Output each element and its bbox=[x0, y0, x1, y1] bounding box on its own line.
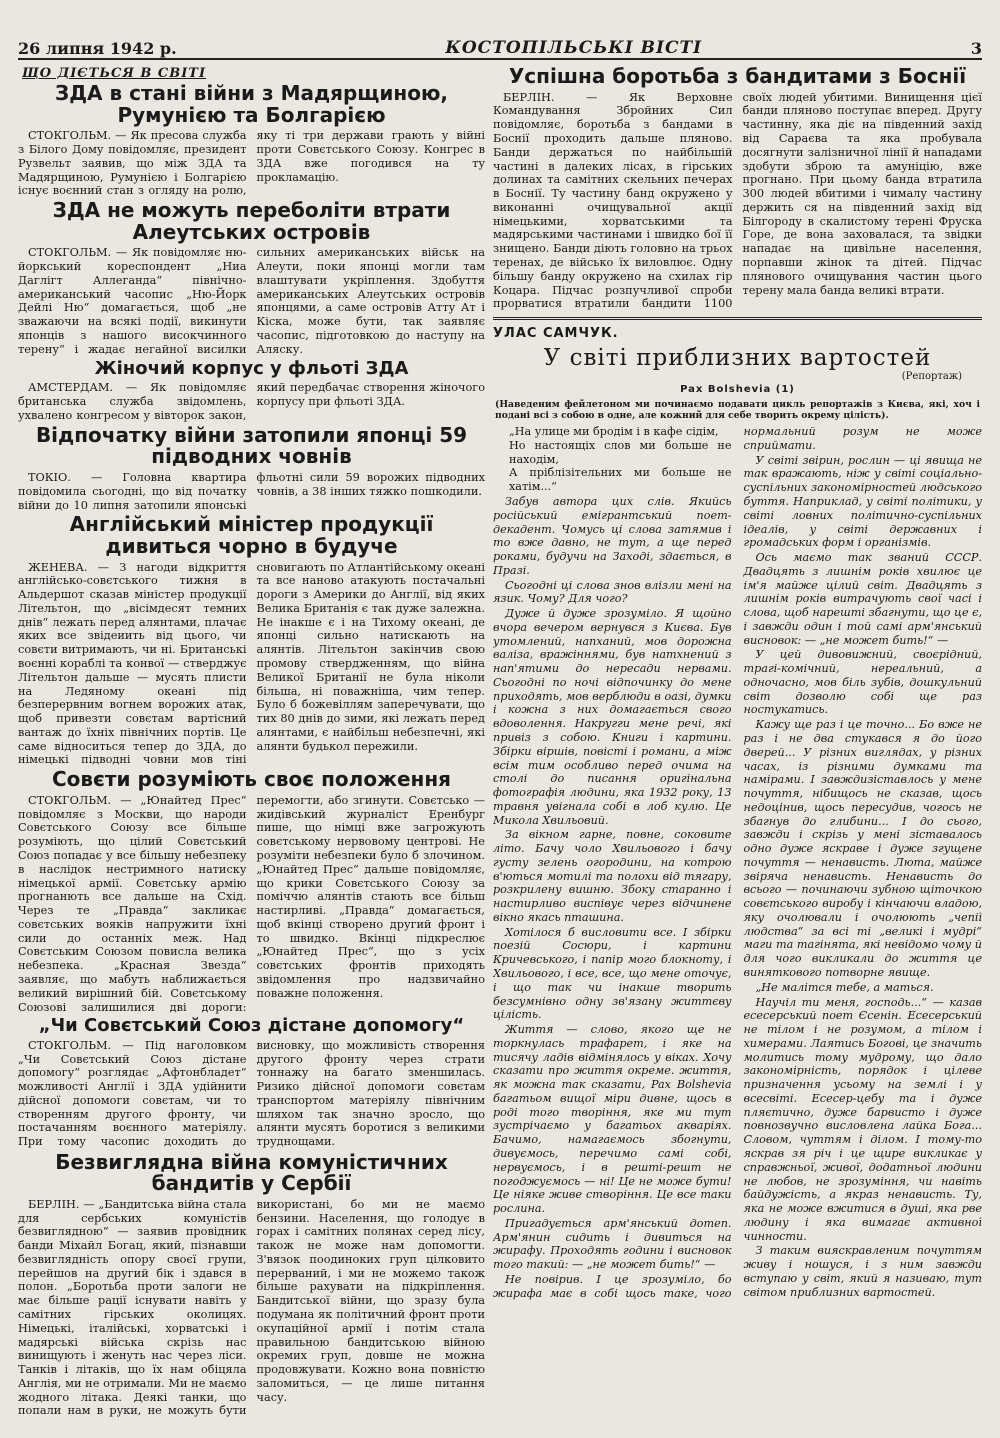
article-body bbox=[18, 561, 485, 768]
article-body bbox=[493, 91, 982, 312]
feature-paragraph: Дуже й дуже зрозуміло. Я щойно вчора вечером вернувся з Києва. Був утомлений, напханий, мов дорожна валіза, вражіннями, був натхнений з нап'ятими до нересади нервами. Сьогодні по ночі відпочинку до мене приходять, мов верблюди в оазі, думки і кожна з них домагається свого вдоволення. Накругги мене речі, які привіз з собою. Книги і картини. Збірки віршів, повісті і романи, а між всім тим особливо перед очима на столі до писання оригінальна фотографія людини, яка 1932 року, 13 травня увігнала собі в лоб кулю. Це Микола Хвильовий. bbox=[493, 607, 732, 827]
article bbox=[493, 66, 982, 311]
article-body bbox=[18, 1198, 485, 1419]
article-body bbox=[18, 1039, 485, 1150]
article bbox=[18, 83, 485, 198]
article-text: — З нагоди відкриття англійсько-совєтського тижня в Альдершот сказав міністер продукції Літельтон, що „вісімдесят темних днів“ лежать перед алянтами, плачає яких все звідеиить від цього, чи совєти витримають, чи ні. Британські воєнні кораблі та конвої — стверджує Літельтон дальше — мусять плисти на Ледяному океані під безперервним вогнем ворожих атак, щоб привезти совєтам вартісний вантаж до їхніх північних портів. Це саме відноситься тепер до ЗДА, до німецькі підводні човни мов тіні сновигають по Атлантійському океані та все наново атакують постачальні дороги з Америки до Англії, від яких Велика Британія є так дуже залежна. Не інакше є і на Тихому океані, де японці сильно натискають на алянтів. Літельтон закінчив свою промову ствердженням, що війна Великої Британії не була ніколи більша, ні поважніша, чим тепер. Було б божевіллям заперечувати, що тих 80 днів до зими, які лежать перед алянтами, є найбільш небезпечні, які алянти будькол пережили. bbox=[18, 560, 485, 767]
article-headline: Англійський міністер продукції дивиться чорно в будуче bbox=[69, 512, 434, 558]
feature-pseudonym: Pax Bolshevia (1) bbox=[680, 384, 795, 396]
feature-paragraph: Хотілося б висловити все. І збірки поезій Сосюри, і картини Кричевського, і папір мого блокноту, і Хвильового, і все, все, що мене оточує, і що так чи інакше творить безсумнівно одну зв'язану життєву цілість. bbox=[493, 925, 732, 1022]
article bbox=[18, 422, 485, 513]
article-dateline: АМСТЕРДАМ. bbox=[28, 381, 114, 395]
epigraph-line: А пріблізітельних ми больше не хатім...“ bbox=[509, 466, 732, 494]
article bbox=[18, 200, 485, 357]
article-headline: Безвиглядна війна комуністичних бандитів у Сербії bbox=[55, 1149, 448, 1196]
left-column bbox=[18, 64, 485, 1426]
article-text: — Як пресова служба з Білого Дому повідомляє, президент Рузвельт заявив, що між ЗДА та Мадярщиною, Румунією і Болгарією існує воєнний стан з огляду на ролю, яку ті три держави грають у війні проти Совєтського Союзу. Конгрес в ЗДА вже погодився на ту прокламацію. bbox=[18, 129, 485, 198]
article-headline: ЗДА в стані війни з Мадярщиною, Румунією та Болгарією bbox=[55, 81, 448, 127]
section-divider bbox=[493, 317, 982, 320]
feature-article bbox=[493, 326, 982, 1300]
article-text: — Як повідомляє британська служба звідомлень, ухвалено конгресом у вівторок закон, який передбачає створення жіночого корпусу при фльоті ЗДА. bbox=[18, 381, 485, 423]
article-body bbox=[18, 471, 485, 512]
epigraph-line: Но настоящіх слов ми больше не находім, bbox=[509, 438, 732, 466]
article-headline: Відпочатку війни затопили японці 59 підводних човнів bbox=[35, 422, 468, 469]
article bbox=[18, 359, 485, 423]
article bbox=[18, 1016, 485, 1149]
article-dateline: БЕРЛІН. bbox=[28, 1197, 80, 1211]
article-body bbox=[18, 129, 485, 198]
feature-paragraph: Кажу ще раз і це точно... Бо вже не раз і не два стукався я до його дверей... У різних виглядах, у різних часах, із різними думками та намірами. І завждизіставлось у мене почуття, нібищось не сказав, щось недоцінив, щось пересудив, чогось не збагнув до глибини... І до сього, завжди і скрізь у мені зіставалось одно дуже яскраве і дуже згущене почуття — ненависть. Люта, майже звіряча ненависть. Ненависть до всього — починаючи зубною щіточкою совєтського виробу і кінчаючи владою, яку очолювали і очолюють „чепії людства“ за всі ті „великі і мудрі“ маги та тагінята, які невідомо чому й для чого викликали до життя це виняткового потворне явище. bbox=[743, 718, 982, 980]
editor-note: (Наведеним фейлетоном ми починаємо подавати цикль репортажів з Києва, які, хоч і подані всі з собою в одне, але кожний для себе творить окрему цілість). bbox=[495, 399, 980, 422]
article-text: — Як Верховне Командування Збройних Сил повідомляє, боротьба з бандами в Боснії проходить дальше пляново. Банди держаться по найбільшій частині в далеких лісах, в гірських долинах та самітних скельних печерах в Боснії. Ту частину банд окружено у виконанні очищувальної акції німецькими, хорватськими та мадярськими частинами і швидко бої її знищено. Банди діють головно на трьох теренах, де військо їх виловлює. Одну більшу банду окружено на схилах гір Коцара. Підчас розпучливої спроби прорватися втратили бандити 1100 своїх людей убитими. Винищення цієї банди пляново поступає вперед. Другу частинну, яка діє на південний захід від Сараєва та яка пробувала досягнути залізничної лінії й нападами здобути зброю та амуніцію, вже прогнано. При цьому банда втратила 300 людей вбитими і чималу частину держить ся на південний захід від Білгороду в скалистому терені Фруска Горе, де вона заховалася, та звідки нападає на цивільне населення, порпавши жінок та дітей. Підчас плянового очищування частин цього терену мала банда великі втрати. bbox=[493, 90, 982, 311]
article-headline: Успішна боротьба з бандитами з Боснії bbox=[508, 64, 967, 88]
article-dateline: СТОКГОЛЬМ. bbox=[28, 246, 112, 260]
article-headline: „Чи Совєтський Союз дістане допомогу“ bbox=[38, 1015, 465, 1037]
feature-paragraph: Ось маємо так званий СССР. Двадцять з лишнім років хвилює це ім'я майже цілий світ. Двадцять з лишнім років витрачують свої часі і слова, щоб нарешті збагнути, що це є, і завжди один і той самі арм'янський висновок: — „не может бить!“ — bbox=[743, 551, 982, 647]
article bbox=[18, 769, 485, 1014]
feature-paragraph: Пригадується арм'янський дотеп. Арм'янин сидить і дивиться на жирафу. Проходять години і висновок того такий: — „не может бить!“ — bbox=[493, 1216, 732, 1272]
article bbox=[18, 1149, 485, 1419]
feature-title: У світі приблизних вартостей bbox=[543, 345, 932, 372]
article-dateline: СТОКГОЛЬМ. bbox=[28, 793, 112, 807]
epigraph-line: „На улице ми бродім і в кафе сідім, bbox=[509, 425, 719, 439]
feature-paragraph: З таким вияскравленим почуттям живу і ношуся, і з ним завжди вступаю у світ, який я називаю, тут світом приблизних вартостей. bbox=[743, 1244, 982, 1299]
article-text: — Як повідомляє ню-йоркський кореспондент „Ниа Даглігт Аллеганда“ північно-американський часопис „Ню-Йорк Дейлі Ню“ домагається, щоб „не зважаючи на всякі події, викинути японців з нашого високчинного терену“ і жадає негайної висилки сильних американських військ на Алеути, поки японці могли там влаштувати укріплення. Здобуття американських Алеутських островів японцями, а саме островів Атту Ат і Кіска, може бути, так заявляє часопис, підготовкою до наступу на Аляску. bbox=[18, 246, 485, 356]
article-dateline: ЖЕНЕВА. bbox=[28, 560, 88, 574]
feature-paragraph: Сьогодні ці слова знов влізли мені на язик. Чому? Для чого? bbox=[493, 578, 732, 606]
article-body bbox=[18, 246, 485, 357]
article-dateline: БЕРЛІН. bbox=[503, 90, 555, 104]
feature-paragraph: „Не малітся тебе, а маться. bbox=[755, 980, 934, 994]
article-text: — „Бандитська війна стала для сербських комуністів безвиглядною“ — заявив провідник банди Міхайл Богац, який, пізнавши безвиглядність опору своєї групи, перейшов на другий бік і здався в полон. „Боротьба проти залоги не має більше рації існувати навіть у самітних гірських околицях. Німецькі, італійські, хорватські і мадярські війська скрізь нас винищують і женуть нас через ліси. Танків і літаків, що їх нам обіцяла Англія, ми не отримали. Ми не маємо жодного літака. Деякі танки, що попали нам в руки, не можуть бути використані, бо ми не маємо бензини. Населення, що голодує в горах і самітних полянах серед лісу, також не може нам допомогти. З'вязок поодиноких груп цілковито перерваний, і ми не можемо також більше рахувати на підкріплення. Бандитської війни, що зразу була подумана як політичний фронт проти окупаційної армії і потім стала правильною бандитською війною окремих груп, довше не можна продовжувати. Кожно вона повністю заломиться, — це лише питання часу. bbox=[18, 1197, 485, 1418]
feature-body bbox=[493, 425, 982, 1300]
article-headline: ЗДА не можуть переболіти втрати Алеутських островів bbox=[52, 198, 451, 244]
newspaper-title: КОСТОПІЛЬСЬКІ ВІСТІ bbox=[445, 38, 703, 58]
article-dateline: СТОКГОЛЬМ. bbox=[28, 1038, 112, 1052]
feature-paragraph: Научіл ти меня, господь...“ — казав есесерський поет Єсенін. Есесерський не тілом і не розумом, а тілом і химерами. Лаятись Богові, це значить молитись тому мудрому, що дало закономірність, порядок і цілеве призначення усьому на землі і у всесвіті. Есесер-цебу та і дуже пляєтично, дуже барвисто і дуже повнозвучно висловлена лайка Бога... Словом, чуттям і ділом. І тому-то яскрав зя річ і це щире викликає у справжньої, живої, додатньої людини не любов, не зрозуміння, чи навіть байдужість, а якраз ненависть. Ту, яка не може вжитися в душі, яка рве людину і яка вимагає активної чинности. bbox=[743, 995, 982, 1243]
feature-paragraph: За вікном гарне, повне, соковите літо. Бачу чоло Хвильового і бачу густу зелень огородини, на котрою в'ються мотилі та полохи від тягару, розкрилену вишню. Збоку старанно і настирливо виспівує через відчинене вікно якась пташина. bbox=[493, 828, 732, 924]
article-body bbox=[18, 381, 485, 422]
article-text: — Під наголовком „Чи Совєтський Союз дістане допомогу“ розглядає „Афтонбладет“ можливості Англії і ЗДА удійнити дійсної допомоги совєтам, чи то створенням другого фронту, чи постачанням воєнного матеріялу. При тому часопис доходить до висновку, що можливість створення другого фронту через страти тоннажу на багато зменшилась. Ризико дійсної допомоги совєтам транспортом матеріялу північним шляхом так значно зросло, що алянти мусять боротися з великими труднощами. bbox=[18, 1038, 485, 1149]
article bbox=[18, 514, 485, 767]
section-tag: ЩО ДІЄТЬСЯ В СВІТІ bbox=[22, 66, 207, 81]
article-text: — „Юнайтед Прес“ повідомляє з Москви, що народи Совєтського Союзу все більше розуміють, що цілий Совєтський Союз попадає у все більшу небезпеку в наслідок нестримного натиску німецької армії. Совєтську армію прогнанють все дальше на Схід. Через те „Правда“ закликає совєтських вояків напружити їхні сили до останніх меж. Над Совєтським Союзом повисла велика небезпека. „Красная Звезда“ заявляє, що мабуть наближається великий вирішний бій. Совєтському Союзові залишилися дві дороги: перемогти, або згинути. Совєтсько — жидівський журналіст Еренбург пише, що німці вже загрожують совєтському нервовому центрові. Не розуміти небезпеки було б злочином. „Юнайтед Прес“ дальше повідомляє, що крики Совєтського Союзу за поміччю алянтів стають все більш настирливі. „Правда“ домагається, щоб вкінці створено другий фронт і то швидко. Вкінці підкреслює „Юнайтед Прес“, що з усіх совєтських фронтів приходять звідомлення про надзвичайно поважне положення. bbox=[18, 793, 485, 1014]
issue-date: 26 липня 1942 р. bbox=[18, 39, 177, 58]
masthead bbox=[18, 34, 982, 60]
feature-paragraph: У цей дивовижний, своєрідний, трагі-комічний, нереальний, а одночасно, мов біль зубів, дошкульний світ дозволю собі ще раз ностукатись. bbox=[743, 648, 982, 717]
article-dateline: СТОКГОЛЬМ. bbox=[28, 129, 112, 143]
feature-paragraph: Не повірив. І це зрозуміло, бо жирафа має в собі щось таке, чого нормальний розум не може сприймати. bbox=[493, 425, 982, 1300]
article-text: — Головна квартира повідомила сьогодні, що від початку війни до 10 липня затопили японські фльотні сили 59 ворожих підводних човнів, а 38 інших тяжко пошкодили. bbox=[18, 471, 485, 512]
article-headline: Совєти розуміють своє положення bbox=[51, 767, 452, 792]
page-number: 3 bbox=[970, 39, 982, 58]
article-headline: Жіночий корпус у фльоті ЗДА bbox=[94, 358, 409, 380]
article-body bbox=[18, 794, 485, 1015]
feature-paragraph: Життя — слово, якого ще не торкнулась трафарет, і яке на тисячу ладів відмінялось у віках. Хочу сказати про життя окреме. життя, як можна так сказати, Pax Bolshevia багатьом вищої міри дивне, щось в роді того творіння, яке ми тут зустрічаємо у багатьох акваріях. Бачимо, намагаємось збогнути, дивуємось, перечимо самі собі, нервуємось, і в решті-решт не погоджуємось — ні! Це не може бути! Це ніяке живе створіння. Це все таки рослина. bbox=[493, 1023, 732, 1216]
article-dateline: ТОКІО. bbox=[28, 471, 71, 484]
feature-paragraph: Забув автора цих слів. Якийсь російський емігрантський поет-декадент. Чомусь ці слова затямив і то вже давно, не тут, а ще перед роками, будучи на Заході, здається, в Празі. bbox=[493, 494, 732, 577]
feature-author: УЛАС САМЧУК. bbox=[493, 326, 619, 342]
feature-paragraph: У світі звірин, рослин — ці явища не так вражають, ніж у світі соціально-суспільних закономірностей людського буття. Наприклад, у світі політики, у світі ловних політично-суспільних ідеалів, у світі державних і громадських форм і організмів. bbox=[743, 453, 982, 550]
feature-genre: (Репортаж) bbox=[901, 371, 962, 383]
feature-epigraph bbox=[493, 425, 732, 494]
right-column bbox=[493, 64, 982, 1426]
